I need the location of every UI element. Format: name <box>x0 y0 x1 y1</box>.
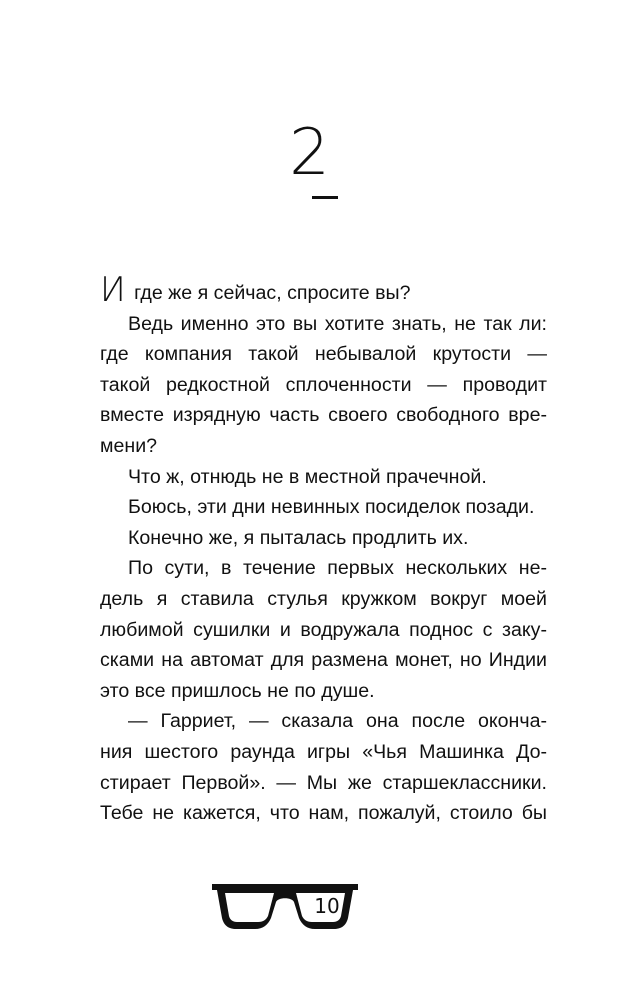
paragraph-6-line: дель я ставила стулья кружком вокруг моей <box>100 587 547 610</box>
chapter-number-underline <box>312 196 338 199</box>
page-number: 10 <box>314 894 340 918</box>
paragraph-3: Что ж, отнюдь не в местной прачечной. <box>128 465 487 488</box>
paragraph-2-line: мени? <box>100 434 158 457</box>
paragraph-2 <box>100 309 547 462</box>
paragraph-2-line: вместе изрядную часть своего свободного вре- <box>100 404 547 427</box>
paragraph-6-line: По сути, в течение первых нескольких не- <box>128 557 547 580</box>
paragraph-4: Боюсь, эти дни невинных посиделок позади. <box>128 496 535 519</box>
paragraph-2-line: где компания такой небывалой крутости — <box>100 343 547 366</box>
paragraph-2-line: такой редкостной сплоченности — проводит <box>100 373 547 396</box>
paragraph-7 <box>100 706 547 828</box>
paragraph-7-line: ния шестого раунда игры «Чья Машинка До- <box>100 740 547 763</box>
paragraph-6-line: это все пришлось не по душе. <box>100 679 375 702</box>
paragraph-6 <box>100 553 547 706</box>
paragraph-6-line: сками на автомат для размена монет, но Индии <box>100 649 547 672</box>
paragraph-1 <box>100 270 547 310</box>
paragraph-7-line: стирает Первой». — Мы же старшеклассники. <box>100 771 547 794</box>
paragraph-7-line: — Гарриет, — сказала она после оконча- <box>128 710 547 733</box>
page-body-text <box>100 270 547 829</box>
paragraph-5: Конечно же, я пыталась продлить их. <box>128 526 469 549</box>
paragraph-2-line: Ведь именно это вы хотите знать, не так ли: <box>128 312 547 335</box>
chapter-number: 2 <box>289 116 330 190</box>
paragraph-1-text: где же я сейчас, спросите вы? <box>128 282 411 304</box>
drop-cap: И <box>100 270 125 310</box>
paragraph-7-line: Тебе не кажется, что нам, пожалуй, стоило бы <box>100 802 547 825</box>
paragraph-6-line: любимой сушилки и водружала поднос с заку- <box>100 618 547 641</box>
